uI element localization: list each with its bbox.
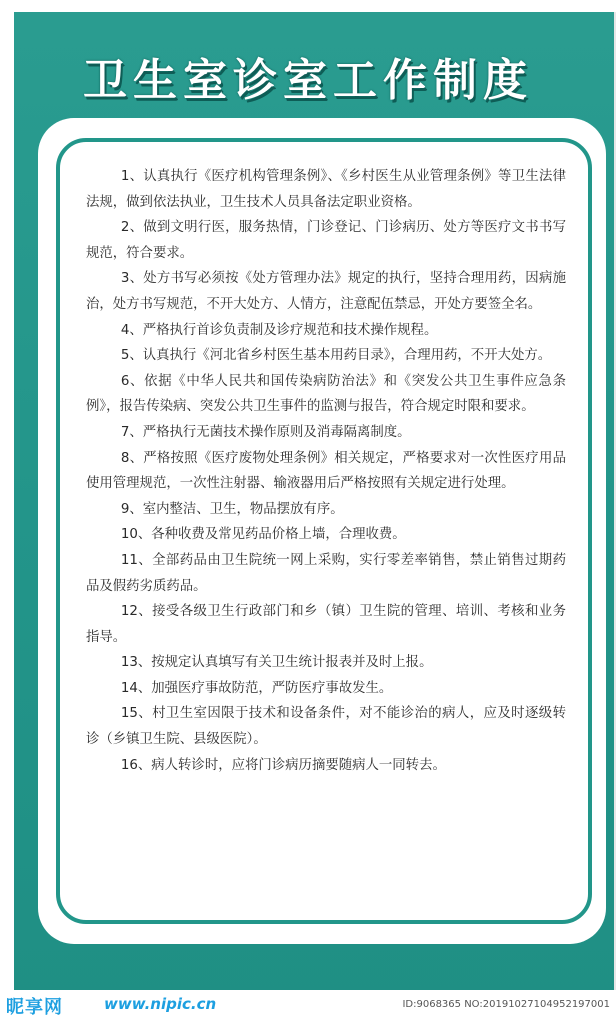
rule-item: 14、加强医疗事故防范，严防医疗事故发生。 [120, 680, 393, 696]
rule-item: 1、认真执行《医疗机构管理条例》、《乡村医生从业管理条例》等卫生法律法规，做到依法执业，卫生技术人员具备法定职业资格。 [86, 169, 566, 210]
rule-item: 5、认真执行《河北省乡村医生基本用药目录》，合理用药，不开大处方。 [120, 348, 552, 364]
watermark-brand: 昵享网 [6, 997, 63, 1018]
watermark-id: ID:9068365 NO:20191027104952197001 [402, 999, 610, 1010]
watermark-url: www.nipic.cn [104, 995, 217, 1013]
rule-item: 16、病人转诊时，应将门诊病历摘要随病人一同转去。 [120, 757, 446, 773]
rule-item: 9、室内整洁、卫生，物品摆放有序。 [120, 501, 344, 517]
rule-item: 2、做到文明行医，服务热情，门诊登记、门诊病历、处方等医疗文书书写规范，符合要求。 [86, 220, 566, 261]
rule-item: 11、全部药品由卫生院统一网上采购，实行零差率销售，禁止销售过期药品及假药劣质药品。 [86, 552, 566, 594]
watermark-footer [0, 990, 616, 1024]
page-title: 卫生室诊室工作制度 [83, 55, 533, 106]
rule-item: 7、严格执行无菌技术操作原则及消毒隔离制度。 [120, 424, 411, 440]
rule-item: 8、严格按照《医疗废物处理条例》相关规定，严格要求对一次性医疗用品使用管理规范，一次性注射器、输液器用后严格按照有关规定进行处理。 [86, 450, 566, 492]
rule-item: 3、处方书写必须按《处方管理办法》规定的执行，坚持合理用药，因病施治，处方书写规范，不开大处方、人情方，注意配伍禁忌，开处方要签全名。 [86, 271, 566, 312]
rule-item: 4、严格执行首诊负责制及诊疗规范和技术操作规程。 [120, 322, 438, 338]
rules-list [86, 164, 566, 778]
rule-item: 13、按规定认真填写有关卫生统计报表并及时上报。 [120, 655, 433, 671]
rule-item: 6、依据《中华人民共和国传染病防治法》和《突发公共卫生事件应急条例》，报告传染病、突发公共卫生事件的监测与报告，符合规定时限和要求。 [86, 373, 566, 415]
rule-item: 15、村卫生室因限于技术和设备条件，对不能诊治的病人，应及时逐级转诊（乡镇卫生院、县级医院）。 [86, 706, 566, 748]
rule-item: 12、接受各级卫生行政部门和乡（镇）卫生院的管理、培训、考核和业务指导。 [86, 604, 566, 645]
rule-item: 10、各种收费及常见药品价格上墙，合理收费。 [120, 527, 406, 543]
